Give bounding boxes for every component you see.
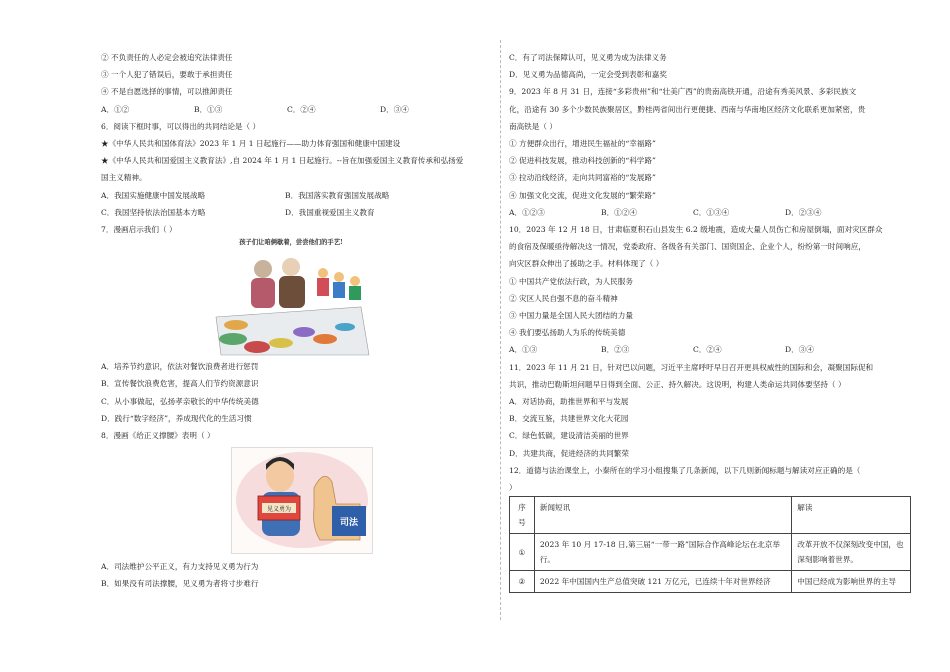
q10-option-c[interactable]: C．②④ bbox=[693, 345, 722, 355]
q10-line-1: 10．2023 年 12 月 18 日，甘肃临夏积石山县发生 6.2 级地震，造成大量人员伤亡和房屋倒塌，面对灾区群众 bbox=[509, 225, 883, 235]
q10-option-b[interactable]: B．②③ bbox=[601, 345, 630, 355]
table-row bbox=[510, 571, 911, 593]
table-header-interpretation: 解读 bbox=[792, 497, 911, 534]
q9-line-2: 化，沿途有 30 多个少数民族聚居区，黔桂两省间出行更便捷、西南与华南地区经济文化联系更加紧密，贵 bbox=[509, 104, 866, 114]
q6-options-row2 bbox=[101, 204, 481, 221]
q10-item-4: ④ 我们要弘扬助人为乐的传统美德 bbox=[509, 328, 626, 338]
q11-option-b[interactable]: B．交流互鉴，共建世界文化大花园 bbox=[509, 414, 629, 424]
q11-option-a[interactable]: A．对话协商，助推世界和平与发展 bbox=[509, 397, 629, 407]
q10-options bbox=[509, 341, 911, 358]
table-header-row bbox=[510, 497, 911, 534]
q5-options bbox=[101, 101, 481, 118]
table-cell-index: ① bbox=[510, 534, 535, 571]
q9-option-c[interactable]: C．①③④ bbox=[693, 207, 730, 217]
q9-item-4: ④ 加强文化交流，促进文化发展的“繁荣路” bbox=[509, 190, 656, 200]
q9-line-3: 南高铁是（ ） bbox=[509, 121, 557, 131]
table-header-news: 新闻短讯 bbox=[534, 497, 791, 534]
q5-item-3: ③ 一个人犯了错误后，要敢于承担责任 bbox=[101, 70, 233, 80]
q9-option-b[interactable]: B．①②④ bbox=[601, 207, 637, 217]
q7-option-c[interactable]: C．从小事做起，弘扬孝亲敬长的中华传统美德 bbox=[101, 396, 259, 406]
q7-option-d[interactable]: D．践行“数字经济”，养成现代化的生活习惯 bbox=[101, 413, 252, 423]
q8-sign-text: 见义勇为 bbox=[266, 506, 292, 514]
q9-item-2: ② 促进科技发展，推动科技创新的“科学路” bbox=[509, 156, 656, 166]
q10-line-3: 向灾区群众伸出了援助之手。材料体现了（ ） bbox=[509, 259, 664, 269]
q9-item-3: ③ 拉动沿线经济，走向共同富裕的“发展路” bbox=[509, 173, 656, 183]
q6-option-a[interactable]: A．我国实施健康中国发展战略 bbox=[101, 190, 206, 200]
q5-option-a[interactable]: A．①② bbox=[101, 104, 130, 114]
q10-option-d[interactable]: D．③④ bbox=[785, 345, 814, 355]
q11-option-c[interactable]: C．绿色低碳，建设清洁美丽的世界 bbox=[509, 431, 629, 441]
q6-option-b[interactable]: B．我国落实教育强国发展战略 bbox=[285, 190, 390, 200]
q11-line-2: 共识，推动巴勒斯坦问题早日得到全面、公正、持久解决。这说明，构建人类命运共同体要坚持（ ） bbox=[509, 379, 846, 389]
q7-option-b[interactable]: B．宣传餐饮浪费危害，提高人们节约资源意识 bbox=[101, 379, 259, 389]
q6-line-1: ★《中华人民共和国体育法》2023 年 1 月 1 日起施行——助力体育强国和健康中国建设 bbox=[101, 139, 401, 149]
left-column bbox=[101, 49, 481, 593]
q10-item-3: ③ 中国力量是全国人民大团结的力量 bbox=[509, 311, 633, 321]
q9-line-1: 9．2023 年 8 月 31 日，连接“多彩贵州”和“壮美广西”的贵南高铁开通，沿途有秀美风景、多彩民族文 bbox=[509, 87, 857, 97]
q8-option-d[interactable]: D．见义勇为品德高尚，一定会受到表彰和嘉奖 bbox=[509, 70, 667, 80]
q8-option-a[interactable]: A．司法维护公平正义，有力支持见义勇为行为 bbox=[101, 562, 259, 572]
q5-item-4: ④ 不是自愿选择的事情，可以推卸责任 bbox=[101, 87, 233, 97]
q6-option-c[interactable]: C．我国坚持依法治国基本方略 bbox=[101, 207, 206, 217]
q9-options bbox=[509, 204, 911, 221]
q7-cartoon-caption: 孩子们让咱俩歇着，尝尝他们的手艺! bbox=[239, 239, 343, 247]
column-divider bbox=[500, 40, 501, 620]
q9-item-1: ① 方便群众出行，增进民生福祉的“幸福路” bbox=[509, 139, 656, 149]
right-column bbox=[509, 49, 911, 593]
table-cell-index: ② bbox=[510, 571, 535, 593]
q5-item-2: ② 不负责任的人必定会被追究法律责任 bbox=[101, 53, 233, 62]
q7-option-a[interactable]: A．培养节约意识，依法对餐饮浪费者进行惩罚 bbox=[101, 362, 259, 372]
q6-line-3: 国主义精神。 bbox=[101, 173, 147, 183]
q10-line-2: 的食宿及保暖亟待解决这一情况，党委政府、各级各有关部门、国资国企、企业个人，纷纷第一时间响应， bbox=[509, 242, 866, 252]
q6-stem: 6．阅读下框时事，可以得出的共同结论是（ ） bbox=[101, 121, 261, 131]
q8-stem: 8．漫画《给正义撑腰》表明（ ） bbox=[101, 431, 215, 441]
q8-cartoon-illustration bbox=[232, 448, 372, 553]
q10-option-a[interactable]: A．①③ bbox=[509, 345, 538, 355]
q11-line-1: 11．2023 年 11 月 21 日，针对巴以问题，习近平主席呼吁早日召开更具权威性的国际和会，凝聚国际促和 bbox=[509, 362, 874, 372]
q7-stem: 7．漫画启示我们（ ） bbox=[101, 225, 177, 235]
q5-option-d[interactable]: D．③④ bbox=[380, 104, 409, 114]
table-row bbox=[510, 534, 911, 571]
q10-item-2: ② 灾区人民自强不息的奋斗精神 bbox=[509, 293, 618, 303]
q6-line-2: ★《中华人民共和国爱国主义教育法》,自 2024 年 1 月 1 日起施行。--旨在加强爱国主义教育传承和弘扬爱 bbox=[101, 156, 464, 166]
q8-option-b[interactable]: B．如果没有司法撑腰，见义勇为者将寸步难行 bbox=[101, 579, 259, 589]
q7-cartoon-illustration bbox=[211, 247, 371, 357]
q12-line-1: 12．道德与法治课堂上，小秦所在的学习小组搜集了几条新闻，以下几则新闻标题与解读对应正确的是（ bbox=[509, 465, 861, 475]
q6-option-d[interactable]: D．我国重视爱国主义教育 bbox=[285, 207, 375, 217]
q12-line-2: ） bbox=[509, 483, 517, 493]
table-cell-interpretation: 中国已经成为影响世界的主导 bbox=[792, 571, 911, 593]
q5-option-b[interactable]: B．①③ bbox=[194, 104, 223, 114]
q8-option-c[interactable]: C．有了司法保障认可，见义勇为成为法律义务 bbox=[509, 53, 667, 62]
table-cell-interpretation: 改革开放不仅深刻改变中国，也深刻影响着世界。 bbox=[792, 534, 911, 571]
q7-cartoon bbox=[211, 238, 371, 358]
q8-thumb-text: 司法 bbox=[339, 518, 359, 529]
q6-options-row1 bbox=[101, 187, 481, 204]
table-cell-news: 2023 年 10 月 17-18 日,第三届“一带一路”国际合作高峰论坛在北京举行。 bbox=[534, 534, 791, 571]
q12-news-table bbox=[509, 496, 911, 593]
table-cell-news: 2022 年中国国内生产总值突破 121 万亿元，已连续十年对世界经济 bbox=[534, 571, 791, 593]
q5-option-c[interactable]: C．②④ bbox=[287, 104, 316, 114]
q9-option-a[interactable]: A．①②③ bbox=[509, 207, 545, 217]
q9-option-d[interactable]: D．②③④ bbox=[785, 207, 822, 217]
q10-item-1: ① 中国共产党依法行政，为人民服务 bbox=[509, 276, 633, 286]
table-header-index: 序号 bbox=[510, 497, 535, 534]
q8-cartoon bbox=[231, 447, 373, 554]
q11-option-d[interactable]: D．共建共商，促进经济的共同繁荣 bbox=[509, 448, 629, 458]
